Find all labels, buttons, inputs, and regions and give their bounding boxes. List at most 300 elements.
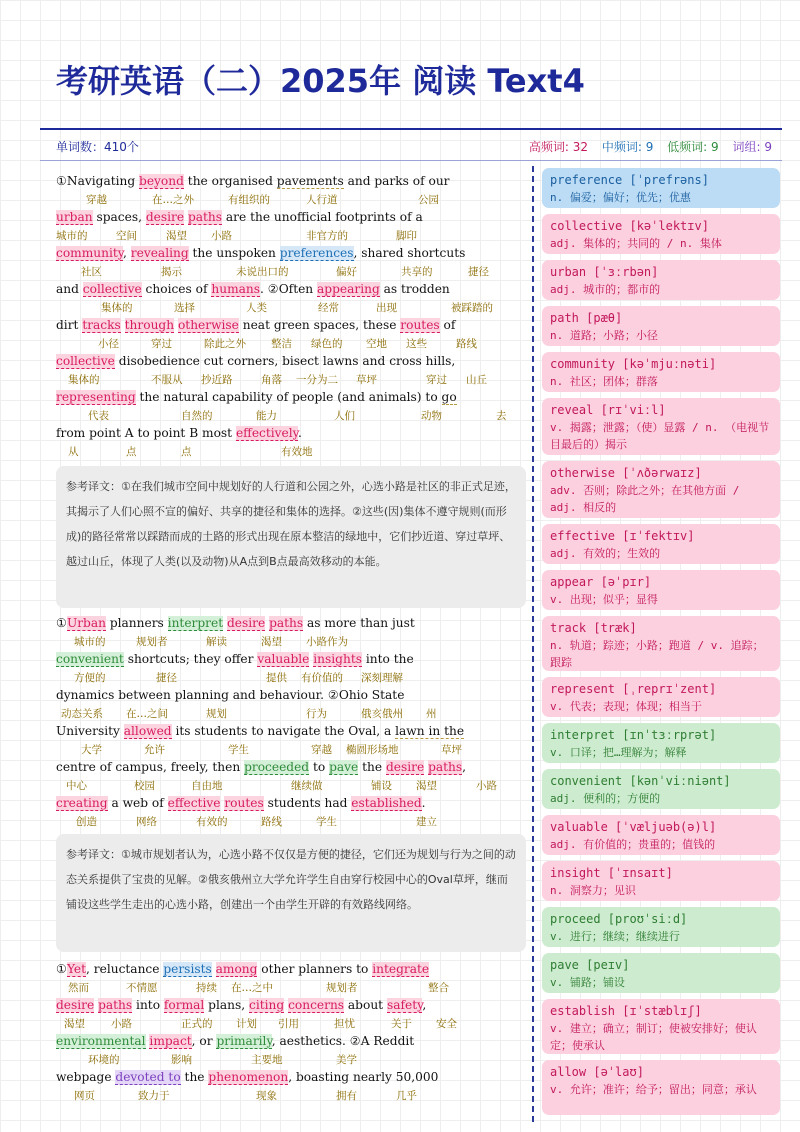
chinese-gloss: 这些 — [406, 338, 427, 350]
chinese-gloss: 穿过 — [151, 338, 172, 350]
passage-line — [56, 174, 522, 210]
text-run: and parks of our — [343, 174, 450, 188]
text-run: neat green spaces, these — [238, 318, 401, 332]
vocab-word[interactable]: routes — [400, 318, 440, 332]
vocab-card[interactable] — [542, 352, 780, 392]
gloss-row — [56, 1016, 522, 1030]
vocab-definition: v. 铺路；铺设 — [550, 976, 625, 989]
vocab-word[interactable]: creating — [56, 796, 108, 810]
column-divider — [532, 166, 534, 1122]
vocab-definition: n. 道路；小路；小径 — [550, 329, 658, 342]
chinese-gloss: 致力于 — [138, 1090, 170, 1102]
vocab-word[interactable]: tracks — [82, 318, 121, 332]
chinese-gloss: 安全 — [436, 1018, 457, 1030]
chinese-gloss: 非官方的 — [306, 230, 348, 242]
english-text — [56, 652, 414, 666]
chinese-gloss: 渴望 — [261, 636, 282, 648]
gloss-row — [56, 670, 522, 684]
chinese-gloss: 去 — [496, 410, 507, 422]
passage-line — [56, 796, 522, 832]
chinese-gloss: 创造 — [76, 816, 97, 828]
text-run: of — [439, 318, 456, 332]
chinese-gloss: 自由地 — [191, 780, 223, 792]
english-text — [56, 962, 429, 976]
passage-line — [56, 998, 522, 1034]
text-run: . — [421, 796, 426, 810]
vocab-headword: urban [ˈɜːrbən] — [550, 265, 659, 279]
chinese-gloss: 提供 — [266, 672, 287, 684]
text-run: the — [358, 760, 386, 774]
vocab-definition: adj. 便利的；方便的 — [550, 792, 661, 805]
chinese-gloss: 山丘 — [466, 374, 487, 386]
text-run: planners — [105, 616, 168, 630]
vocab-word[interactable]: go — [441, 390, 457, 404]
vocab-word[interactable]: community — [56, 246, 124, 260]
passage-line — [56, 318, 522, 354]
text-run: a web of — [107, 796, 168, 810]
chinese-gloss: 深刻理解 — [361, 672, 403, 684]
translation-box-1: 参考译文：①在我们城市空间中规划好的人行道和公园之外，心选小路是社区的非正式足迹，其揭示了人们心照不宣的偏好、共享的捷径和集体的选择。②这些(因)集体不遵守规则(而形成)的路径常常以踩踏而成的土路的形式出现在原本整洁的绿地中，它们抄近道、穿过草坪、越过山丘，体现了人类(以及动物)从A点到B点最高效移动的本能。 — [56, 466, 526, 608]
vocab-word[interactable]: primarily — [216, 1034, 272, 1048]
chinese-gloss: 抄近路 — [201, 374, 233, 386]
vocab-word[interactable]: desire — [386, 760, 425, 774]
vocab-word[interactable]: representing — [56, 390, 136, 404]
chinese-gloss: 空地 — [366, 338, 387, 350]
passage-line — [56, 426, 522, 462]
vocab-definition: n. 洞察力；见识 — [550, 884, 636, 897]
vocab-word[interactable]: convenient — [56, 652, 124, 666]
vocab-card[interactable] — [542, 168, 780, 208]
chinese-gloss: 自然的 — [181, 410, 213, 422]
vocab-word[interactable]: through — [124, 318, 175, 332]
vocab-word[interactable]: proceeded — [244, 760, 310, 774]
chinese-gloss: 共享的 — [401, 266, 433, 278]
vocab-word[interactable]: citing — [249, 998, 285, 1012]
mid-frequency-count: 中频词: 9 — [601, 140, 654, 154]
gloss-row — [56, 192, 522, 206]
header-rule — [40, 128, 782, 130]
english-text — [56, 426, 302, 440]
vocab-headword: community [kəˈmjuːnəti] — [550, 357, 717, 371]
chinese-gloss: 小路 — [211, 230, 232, 242]
text-run: into — [132, 998, 164, 1012]
chinese-gloss: 规划者 — [136, 636, 168, 648]
vocab-word[interactable]: phenomenon — [208, 1070, 289, 1084]
text-run: as more than just — [303, 616, 415, 630]
text-run: as trodden — [379, 282, 450, 296]
high-frequency-count: 高频词: 32 — [528, 140, 589, 154]
vocab-headword: convenient [kənˈviːniənt] — [550, 774, 731, 788]
vocab-word[interactable]: desire — [145, 210, 185, 224]
text-run: into the — [361, 652, 414, 666]
chinese-gloss: 角落 — [261, 374, 282, 386]
chinese-gloss: 小路 — [476, 780, 497, 792]
chinese-gloss: 持续 — [196, 982, 217, 994]
chinese-gloss: 渴望 — [166, 230, 187, 242]
text-run: . — [297, 426, 302, 440]
vocab-definition: v. 建立；确立；制订；使被安排好；使认定；使承认 — [550, 1022, 757, 1052]
chinese-gloss: 建立 — [416, 816, 437, 828]
english-text — [56, 246, 465, 260]
chinese-gloss: 集体的 — [101, 302, 133, 314]
vocab-word[interactable]: impact — [149, 1034, 192, 1048]
chinese-gloss: 穿越 — [311, 744, 332, 756]
chinese-gloss: 规划者 — [326, 982, 358, 994]
text-run: , or — [191, 1034, 217, 1048]
chinese-gloss: 整洁 — [271, 338, 292, 350]
chinese-gloss: 动物 — [421, 410, 442, 422]
vocab-word[interactable]: environmental — [56, 1034, 146, 1048]
chinese-gloss: 揭示 — [161, 266, 182, 278]
gloss-row — [56, 814, 522, 828]
vocab-card[interactable] — [542, 570, 780, 610]
english-text — [56, 760, 466, 774]
english-text — [56, 1070, 438, 1084]
vocab-word[interactable]: effective — [167, 796, 221, 810]
text-run: shortcuts; they offer — [123, 652, 258, 666]
vocab-definition: n. 轨道；踪迹；小路；跑道 / v. 追踪；跟踪 — [550, 639, 764, 669]
vocab-headword: insight [ˈɪnsaɪt] — [550, 866, 673, 880]
vocab-definition: v. 揭露；泄露；（使）显露 / n. （电视节目最后的）揭示 — [550, 421, 770, 451]
stats-rule — [40, 160, 782, 161]
chinese-gloss: 穿越 — [86, 194, 107, 206]
page-title: 考研英语（二）2025年 阅读 Text4 — [56, 62, 585, 100]
passage-paragraph-3 — [56, 962, 522, 1106]
chinese-gloss: 椭圆形场地 — [346, 744, 399, 756]
chinese-gloss: 美学 — [336, 1054, 357, 1066]
vocab-word[interactable]: concerns — [288, 998, 345, 1012]
gloss-row — [56, 634, 522, 648]
passage-line — [56, 652, 522, 688]
text-run: , aesthetics. ②A Reddit — [271, 1034, 415, 1048]
english-text — [56, 796, 426, 810]
text-run: the — [180, 1070, 209, 1084]
vocab-word[interactable]: desire — [226, 616, 266, 630]
vocab-card[interactable] — [542, 214, 780, 254]
text-run: and — [56, 282, 83, 296]
chinese-gloss: 穿过 — [426, 374, 447, 386]
text-run: , — [123, 246, 131, 260]
gloss-row — [56, 300, 522, 314]
text-run: choices of — [141, 282, 212, 296]
vocab-word[interactable]: collective — [82, 282, 142, 296]
chinese-gloss: 出现 — [376, 302, 397, 314]
text-run: to — [309, 760, 330, 774]
vocab-card[interactable] — [542, 306, 780, 346]
passage-line — [56, 724, 522, 760]
chinese-gloss: 点 — [181, 446, 192, 458]
vocab-word[interactable]: routes — [224, 796, 264, 810]
vocab-headword: collective [kəˈlektɪv] — [550, 219, 709, 233]
text-run: the natural capability of people (and animals) to — [135, 390, 442, 404]
vocab-word[interactable]: desire — [56, 998, 95, 1012]
chinese-gloss: 选择 — [174, 302, 195, 314]
text-run: ①Navigating — [56, 174, 140, 188]
passage-line — [56, 1034, 522, 1070]
text-run: dynamics between planning and behaviour. ②Ohio State — [56, 688, 405, 702]
vocab-definition: adj. 有效的；生效的 — [550, 547, 661, 560]
passage-line — [56, 282, 522, 318]
chinese-gloss: 关于 — [391, 1018, 412, 1030]
passage-line — [56, 760, 522, 796]
text-run: about — [344, 998, 387, 1012]
gloss-row — [56, 980, 522, 994]
vocab-headword: establish [ɪˈstæblɪʃ] — [550, 1004, 702, 1018]
vocab-card[interactable] — [542, 616, 780, 671]
chinese-gloss: 人们 — [334, 410, 355, 422]
passage-line — [56, 210, 522, 246]
vocab-definition: v. 允许；准许；给予；留出；同意；承认 — [550, 1083, 757, 1096]
chinese-gloss: 计划 — [236, 1018, 257, 1030]
vocab-definition: n. 社区；团体；群落 — [550, 375, 658, 388]
vocab-word[interactable]: among — [215, 962, 258, 976]
passage-paragraph-1 — [56, 174, 522, 462]
chinese-gloss: 代表 — [88, 410, 109, 422]
chinese-gloss: 公园 — [418, 194, 439, 206]
english-text — [56, 998, 426, 1012]
passage-line — [56, 246, 522, 282]
low-frequency-count: 低频词: 9 — [667, 140, 719, 154]
vocab-word[interactable]: insights — [313, 652, 362, 666]
chinese-gloss: 集体的 — [68, 374, 100, 386]
vocab-definition: v. 代表；表现；体现；相当于 — [550, 700, 702, 713]
vocab-word[interactable]: established — [351, 796, 422, 810]
vocab-word[interactable]: formal — [163, 998, 205, 1012]
vocab-word[interactable]: beyond — [139, 174, 184, 188]
vocab-word[interactable]: Yet — [66, 962, 87, 976]
vocab-word[interactable]: integrate — [372, 962, 430, 976]
chinese-gloss: 主要地 — [251, 1054, 283, 1066]
gloss-row — [56, 1052, 522, 1066]
text-run: ① — [56, 962, 67, 976]
english-text — [56, 688, 404, 702]
text-run: plans, — [204, 998, 250, 1012]
chinese-gloss: 捷径 — [156, 672, 177, 684]
chinese-gloss: 规划 — [206, 708, 227, 720]
chinese-gloss: 几乎 — [396, 1090, 417, 1102]
vocab-definition: adj. 集体的；共同的 / n. 集体 — [550, 237, 722, 250]
vocab-card[interactable] — [542, 1060, 780, 1115]
vocab-word[interactable]: devoted to — [115, 1070, 181, 1084]
gloss-row — [56, 742, 522, 756]
text-run: students had — [263, 796, 352, 810]
vocab-card[interactable] — [542, 999, 780, 1054]
text-run: disobedience cut corners, bisect lawns and cross hills, — [114, 354, 456, 368]
chinese-gloss: 影响 — [171, 1054, 192, 1066]
chinese-gloss: 正式的 — [181, 1018, 213, 1030]
vocab-card[interactable] — [542, 524, 780, 564]
vocab-headword: reveal [rɪˈviːl] — [550, 403, 666, 417]
chinese-gloss: 能力 — [256, 410, 277, 422]
text-run: , reluctance — [86, 962, 164, 976]
vocab-headword: effective [ɪˈfektɪv] — [550, 529, 695, 543]
text-run: the organised — [183, 174, 277, 188]
translation-box-2: 参考译文：①城市规划者认为，心选小路不仅仅是方便的捷径，它们还为规划与行为之间的动态关系提供了宝贵的见解。②俄亥俄州立大学允许学生自由穿行校园中心的Oval草坪，继而铺设这些学生走出的心选小路，创建出一个由学生开辟的有效路线网络。 — [56, 834, 526, 952]
text-run: , shared shortcuts — [353, 246, 466, 260]
chinese-gloss: 偏好 — [336, 266, 357, 278]
vocab-card[interactable] — [542, 907, 780, 947]
chinese-gloss: 被踩踏的 — [451, 302, 493, 314]
vocab-card[interactable] — [542, 260, 780, 300]
vocab-definition: adj. 有价值的；贵重的；值钱的 — [550, 838, 716, 851]
vocab-word[interactable]: paths — [269, 616, 304, 630]
chinese-gloss: 在…之间 — [126, 708, 168, 720]
chinese-gloss: 人类 — [246, 302, 267, 314]
chinese-gloss: 绿色的 — [311, 338, 343, 350]
vocab-word[interactable]: Urban — [66, 616, 106, 630]
text-run: dirt — [56, 318, 83, 332]
chinese-gloss: 路线 — [456, 338, 477, 350]
english-text — [56, 210, 423, 224]
chinese-gloss: 城市的 — [74, 636, 106, 648]
chinese-gloss: 捷径 — [468, 266, 489, 278]
gloss-row — [56, 336, 522, 350]
vocab-word[interactable]: preferences — [279, 246, 354, 260]
text-run: . ②Often — [260, 282, 318, 296]
chinese-gloss: 行为 — [306, 708, 327, 720]
chinese-gloss: 未说出口的 — [236, 266, 289, 278]
chinese-gloss: 拥有 — [336, 1090, 357, 1102]
vocab-word[interactable]: revealing — [130, 246, 189, 260]
chinese-gloss: 校园 — [134, 780, 155, 792]
chinese-gloss: 小路作为 — [306, 636, 348, 648]
vocab-word[interactable]: effectively — [235, 426, 298, 440]
english-text — [56, 318, 455, 332]
vocab-headword: allow [əˈlaʊ] — [550, 1065, 644, 1079]
chinese-gloss: 允许 — [144, 744, 165, 756]
passage-line — [56, 390, 522, 426]
chinese-gloss: 网页 — [74, 1090, 95, 1102]
vocab-definition: v. 出现；似乎；显得 — [550, 593, 658, 606]
text-run: webpage — [56, 1070, 116, 1084]
vocab-card[interactable] — [542, 461, 780, 518]
chinese-gloss: 解读 — [206, 636, 227, 648]
chinese-gloss: 学生 — [228, 744, 249, 756]
vocab-headword: pave [peɪv] — [550, 958, 630, 972]
chinese-gloss: 动态关系 — [61, 708, 103, 720]
vocab-card[interactable] — [542, 769, 780, 809]
english-text — [56, 174, 450, 188]
vocab-headword: preference [ˈprefrəns] — [550, 173, 709, 187]
vocab-headword: otherwise [ˈʌðərwaɪz] — [550, 466, 702, 480]
passage-line — [56, 962, 522, 998]
chinese-gloss: 除此之外 — [204, 338, 246, 350]
chinese-gloss: 脚印 — [396, 230, 417, 242]
english-text — [56, 282, 450, 296]
chinese-gloss: 大学 — [81, 744, 102, 756]
vocab-headword: represent [ˌreprɪˈzent] — [550, 682, 717, 696]
chinese-gloss: 空间 — [116, 230, 137, 242]
word-count: 单词数：410个 — [56, 140, 139, 154]
vocab-word[interactable]: valuable — [257, 652, 310, 666]
chinese-gloss: 然而 — [68, 982, 89, 994]
chinese-gloss: 点 — [126, 446, 137, 458]
vocab-headword: valuable [ˈvæljuəb(ə)l] — [550, 820, 717, 834]
chinese-gloss: 渴望 — [416, 780, 437, 792]
vocab-word[interactable]: paths — [428, 760, 463, 774]
english-text — [56, 724, 464, 738]
chinese-gloss: 有组织的 — [228, 194, 270, 206]
vocab-headword: track [træk] — [550, 621, 637, 635]
chinese-gloss: 学生 — [316, 816, 337, 828]
text-run: , — [422, 998, 427, 1012]
chinese-gloss: 在…之中 — [231, 982, 273, 994]
chinese-gloss: 小路 — [111, 1018, 132, 1030]
text-run: centre of campus, freely, then — [56, 760, 245, 774]
passage-paragraph-2 — [56, 616, 522, 832]
vocab-card[interactable] — [542, 953, 780, 993]
gloss-row — [56, 372, 522, 386]
chinese-gloss: 环境的 — [88, 1054, 120, 1066]
vocab-word[interactable]: lawn in the — [395, 724, 465, 738]
vocab-word[interactable]: persists — [163, 962, 212, 976]
vocab-definition: v. 口译；把…理解为；解释 — [550, 746, 687, 759]
english-text — [56, 354, 455, 368]
text-run: its students to navigate the Oval, a — [171, 724, 396, 738]
vocab-word[interactable]: safety — [386, 998, 423, 1012]
vocab-card[interactable] — [542, 723, 780, 763]
vocab-headword: proceed [proʊˈsiːd] — [550, 912, 688, 926]
chinese-gloss: 小径 — [98, 338, 119, 350]
chinese-gloss: 草坪 — [356, 374, 377, 386]
text-run: , boasting nearly 50,000 — [288, 1070, 439, 1084]
text-run: from point A to point B most — [56, 426, 236, 440]
vocab-word[interactable]: allowed — [123, 724, 172, 738]
vocab-word[interactable]: appearing — [317, 282, 380, 296]
vocab-definition: n. 偏爱；偏好；优先；优惠 — [550, 191, 691, 204]
chinese-gloss: 担忧 — [334, 1018, 355, 1030]
text-run: other planners to — [257, 962, 373, 976]
vocab-word[interactable]: paths — [187, 210, 223, 224]
vocab-word[interactable]: otherwise — [177, 318, 239, 332]
chinese-gloss: 继续做 — [291, 780, 323, 792]
gloss-row — [56, 408, 522, 422]
chinese-gloss: 社区 — [81, 266, 102, 278]
passage-line — [56, 616, 522, 652]
vocab-headword: appear [əˈpɪr] — [550, 575, 652, 589]
text-run: spaces, — [92, 210, 146, 224]
chinese-gloss: 俄亥俄州 — [361, 708, 403, 720]
chinese-gloss: 州 — [426, 708, 437, 720]
gloss-row — [56, 264, 522, 278]
vocab-word[interactable]: urban — [56, 210, 93, 224]
vocab-card[interactable] — [542, 677, 780, 717]
vocab-word[interactable]: pave — [329, 760, 359, 774]
vocab-word[interactable]: humans — [211, 282, 261, 296]
vocab-card[interactable] — [542, 861, 780, 901]
chinese-gloss: 整合 — [428, 982, 449, 994]
english-text — [56, 1034, 414, 1048]
chinese-gloss: 铺设 — [371, 780, 392, 792]
vocab-word[interactable]: pavements — [276, 174, 344, 188]
vocab-word[interactable]: collective — [56, 354, 115, 368]
chinese-gloss: 渴望 — [64, 1018, 85, 1030]
chinese-gloss: 从 — [68, 446, 79, 458]
text-run: University — [56, 724, 124, 738]
phrase-count: 词组: 9 — [732, 140, 772, 154]
vocab-card[interactable] — [542, 815, 780, 855]
chinese-gloss: 引用 — [278, 1018, 299, 1030]
chinese-gloss: 经常 — [318, 302, 339, 314]
vocab-word[interactable]: paths — [98, 998, 133, 1012]
vocab-word[interactable]: interpret — [167, 616, 224, 630]
chinese-gloss: 有效地 — [281, 446, 313, 458]
vocab-card[interactable] — [542, 398, 780, 455]
english-text — [56, 616, 415, 630]
chinese-gloss: 方便的 — [74, 672, 106, 684]
gloss-row — [56, 778, 522, 792]
chinese-gloss: 路线 — [261, 816, 282, 828]
